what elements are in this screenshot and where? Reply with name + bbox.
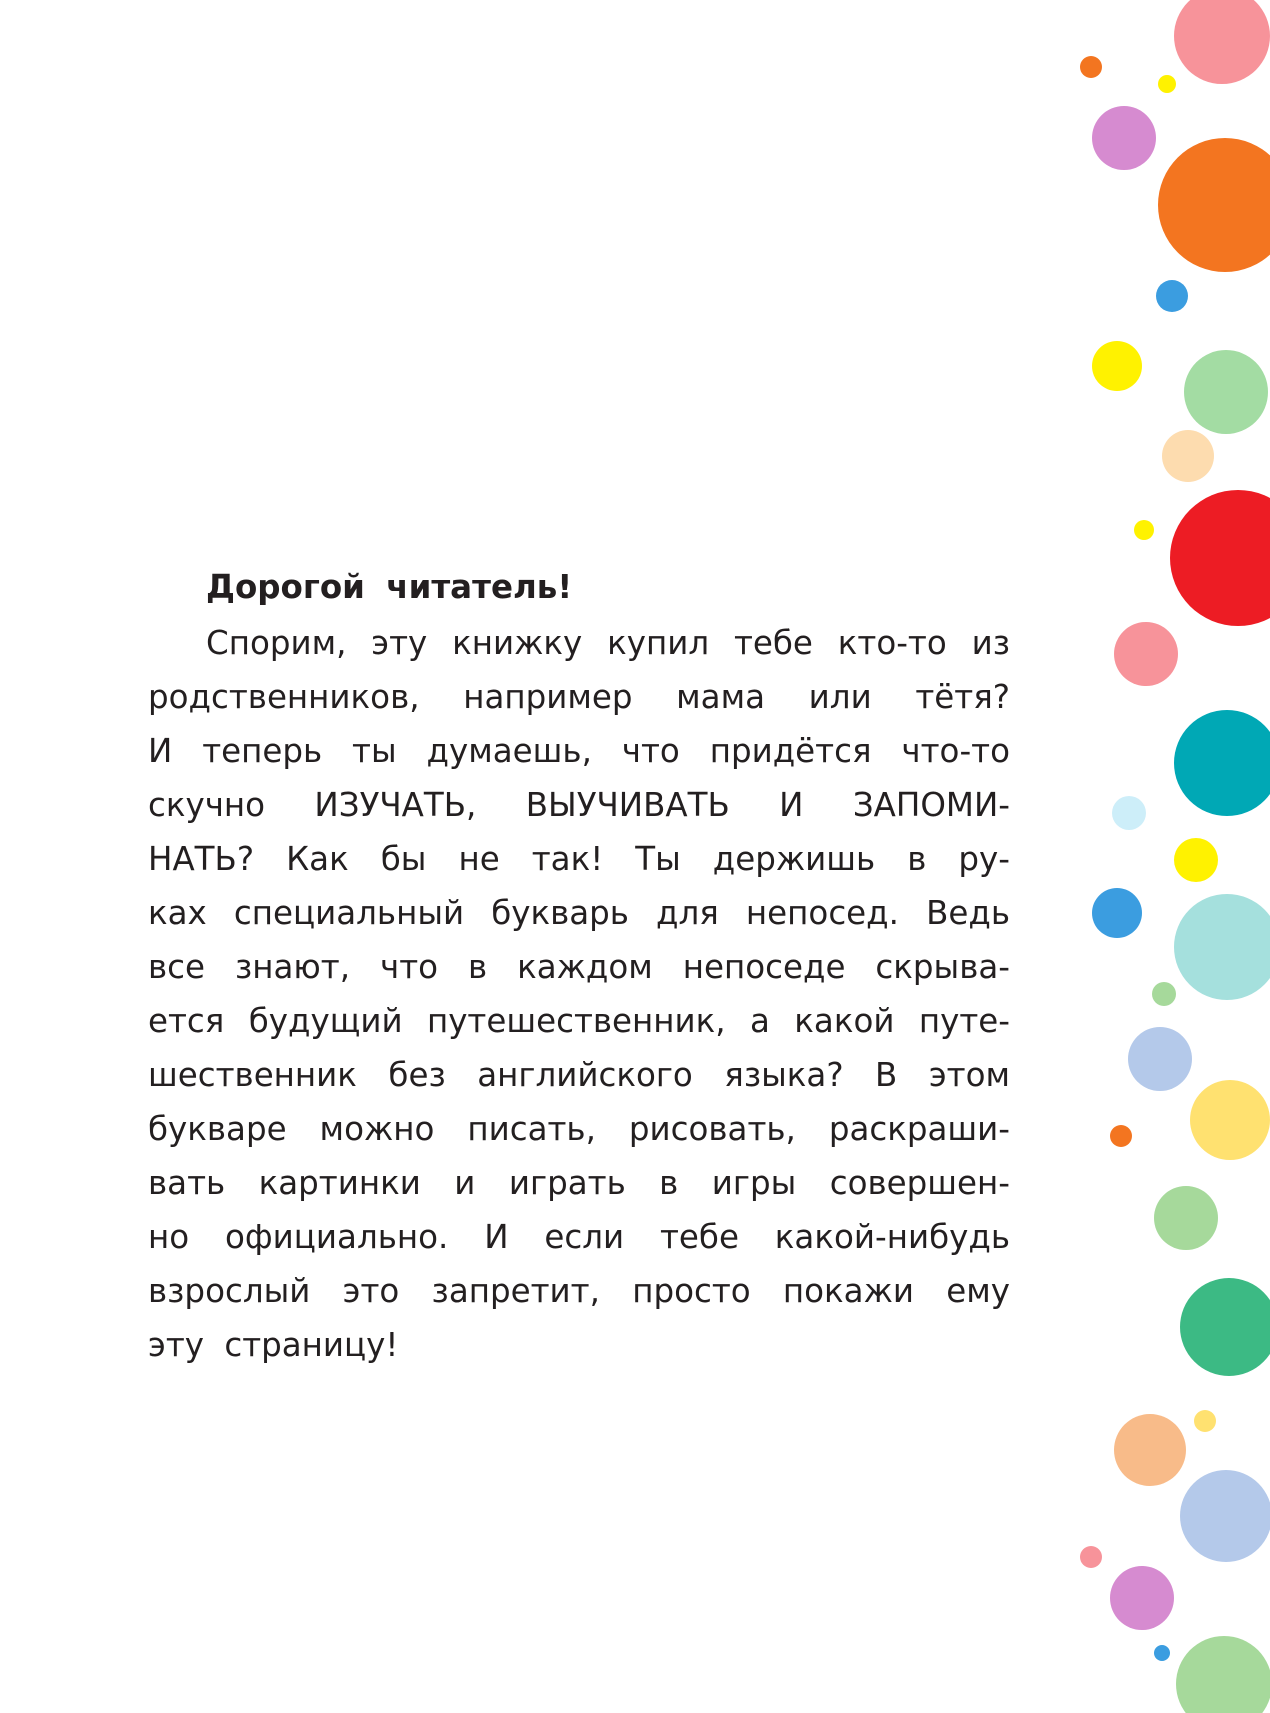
dot-decoration [1170,490,1270,626]
dot-decoration [1190,1080,1270,1160]
dot-decoration [1080,56,1102,78]
dot-decoration [1110,1566,1174,1630]
dot-decoration [1154,1645,1170,1661]
dot-decoration [1092,888,1142,938]
dot-decoration [1092,341,1142,391]
paragraph-line: взрослый это запретит, просто покажи ему [148,1272,1010,1310]
paragraph-line: ках специальный букварь для непосед. Ведь [148,894,1010,932]
dot-decoration [1180,1470,1270,1562]
paragraph-line: Спорим, эту книжку купил тебе кто-то из [206,624,1010,662]
dot-decoration [1174,838,1218,882]
paragraph-line: букваре можно писать, рисовать, раскраши- [148,1110,1010,1148]
dot-decoration [1080,1546,1102,1568]
paragraph-line: ется будущий путешественник, а какой путе- [148,1002,1010,1040]
dot-decoration [1194,1410,1216,1432]
dot-decoration [1156,280,1188,312]
dot-decoration [1092,106,1156,170]
dot-decoration [1174,894,1270,1000]
paragraph-line: все знают, что в каждом непоседе скрыва- [148,948,1010,986]
dot-decoration [1174,0,1270,84]
paragraph-line: И теперь ты думаешь, что придётся что-то [148,732,1010,770]
dot-decoration [1162,430,1214,482]
dot-decoration [1158,138,1270,272]
dot-decoration [1154,1186,1218,1250]
dot-decoration [1114,622,1178,686]
dot-decoration [1128,1027,1192,1091]
dot-decoration [1110,1125,1132,1147]
dot-decoration [1152,982,1176,1006]
paragraph-line: скучно ИЗУЧАТЬ, ВЫУЧИВАТЬ И ЗАПОМИ- [148,786,1010,824]
paragraph-line: эту страницу! [148,1326,399,1364]
paragraph-line: родственников, например мама или тётя? [148,678,1010,716]
dot-decoration [1134,520,1154,540]
dot-decoration [1174,710,1270,816]
dot-decoration [1180,1278,1270,1376]
dot-decoration [1112,796,1146,830]
dot-decoration [1114,1414,1186,1486]
paragraph-line: шественник без английского языка? В этом [148,1056,1010,1094]
paragraph-line: но официально. И если тебе какой-нибудь [148,1218,1010,1256]
dot-decoration [1158,75,1176,93]
letter-block [148,558,1010,1372]
paragraph-line: НАТЬ? Как бы не так! Ты держишь в ру- [148,840,1010,878]
paragraph-line: вать картинки и играть в игры совершен- [148,1164,1010,1202]
greeting-heading: Дорогой читатель! [206,568,573,606]
dot-decoration [1176,1636,1270,1713]
dot-decoration [1184,350,1268,434]
